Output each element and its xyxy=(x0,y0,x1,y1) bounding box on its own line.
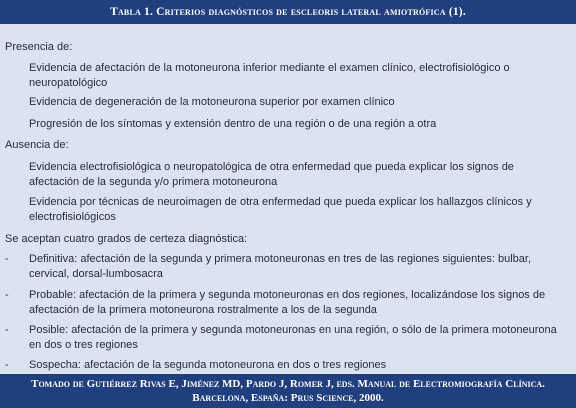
table-footer xyxy=(0,374,576,408)
list-item-text: Posible: afectación de la primera y segunda motoneuronas en una región, o sólo de la primera motoneurona en dos o tres regiones xyxy=(29,324,557,351)
list-item-text: Probable: afectación de la primera y segunda motoneuronas en dos regiones, localizándose los signos de afectación de la primera motoneurona rostralmente a los de la segunda xyxy=(29,289,546,316)
table-header xyxy=(0,0,576,24)
citation-line-2: Barcelona, España: Prus Science, 2000. xyxy=(192,392,384,404)
dash-bullet: - xyxy=(5,324,9,336)
dash-bullet: - xyxy=(5,359,9,371)
table-title: Tabla 1. Criterios diagnósticos de escleoris lateral amiotrófica (1). xyxy=(110,6,466,18)
list-item: Progresión de los síntomas y extensión dentro de una región o de una región a otra xyxy=(29,118,437,130)
dash-bullet: - xyxy=(5,253,9,265)
dash-bullet: - xyxy=(5,289,9,301)
list-item-text: Definitiva: afectación de la segunda y primera motoneuronas en tres de las regiones siguientes: bulbar, cervical, dorsal-lumbosacra xyxy=(29,253,532,280)
section-presencia-title: Presencia de: xyxy=(5,41,73,53)
section-ausencia-title: Ausencia de: xyxy=(5,139,69,151)
list-item xyxy=(5,323,571,353)
list-item: Evidencia por técnicas de neuroimagen de otra enfermedad que pueda explicar los hallazgos clínicos y electrofisiológicos xyxy=(29,196,532,223)
citation-line-1: Tomado de Gutiérrez Rivas E, Jiménez MD, Pardo J, Romer J, eds. Manual de Electromiografía Clínica. xyxy=(31,378,545,390)
list-item: Evidencia electrofisiológica o neuropatológica de otra enfermedad que pueda explicar los signos de afectación de la segunda y/o primera motoneurona xyxy=(29,161,514,188)
list-item-text: Sospecha: afectación de la segunda motoneurona en dos o tres regiones xyxy=(29,359,387,371)
list-item xyxy=(5,252,571,282)
list-item xyxy=(5,358,571,373)
section-grados-title: Se aceptan cuatro grados de certeza diagnóstica: xyxy=(5,233,248,245)
table-body xyxy=(0,24,576,374)
list-item: Evidencia de afectación de la motoneurona inferior mediante el examen clínico, electrofisiológico o neuropatológico xyxy=(29,62,510,89)
list-item xyxy=(5,288,571,318)
list-item: Evidencia de degeneración de la motoneurona superior por examen clínico xyxy=(29,96,395,108)
